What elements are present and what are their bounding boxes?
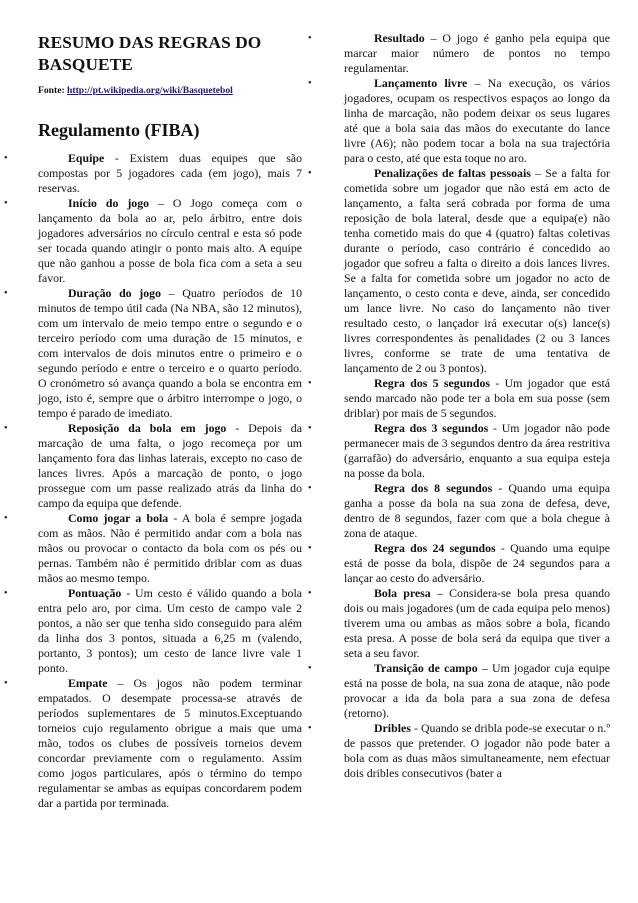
rule-text: – Considera-se bola presa quando dois ou mais jogadores (um de cada equipa pelo menos) tiverem uma ou ambas as mãos sobre a bola, ficando esta presa. A posse de bola será da equipa que tiver a seta a seu favor. bbox=[344, 586, 610, 660]
bullet-icon: • bbox=[308, 543, 312, 554]
rule-item bbox=[4, 151, 302, 196]
rule-term: Duração do jogo bbox=[68, 286, 161, 300]
source-line bbox=[38, 85, 233, 96]
source-label: Fonte: bbox=[38, 85, 65, 96]
bullet-icon: • bbox=[308, 423, 312, 434]
bullet-icon: • bbox=[308, 33, 312, 44]
bullet-icon: • bbox=[4, 588, 8, 599]
rule-term: Reposição da bola em jogo bbox=[68, 421, 227, 435]
rule-term: Regra dos 8 segundos bbox=[374, 481, 493, 495]
left-rules-list bbox=[4, 151, 302, 811]
rule-item bbox=[308, 166, 611, 376]
rule-text: - Quando uma equipe está de posse da bola, dispõe de 24 segundos para a lançar ao cesto do adversário. bbox=[344, 541, 610, 585]
bullet-icon: • bbox=[4, 423, 8, 434]
rule-term: Transição de campo bbox=[374, 661, 478, 675]
rule-term: Lançamento livre bbox=[374, 76, 468, 90]
rule-text: - Um jogador que está sendo marcado não pode ter a bola em sua posse (sem driblar) por mais de 5 segundos. bbox=[344, 376, 610, 420]
rule-term: Início do jogo bbox=[68, 196, 150, 210]
rule-text: – Na execução, os vários jogadores, ocupam os respectivos espaços ao longo da linha de marcação, não podem deixar os seus lugares até que a bola saia das mãos do executante do lance livre (A6); não podem tocar a bola na sua trajectória para o cesto, até que esta toque no aro. bbox=[344, 76, 610, 165]
rule-text: - Existem duas equipes que são compostas por 5 jogadores cada (em jogo), mais 7 reservas. bbox=[38, 151, 302, 195]
rule-item bbox=[308, 31, 610, 76]
rule-text: – O jogo é ganho pela equipa que marcar maior número de pontos no tempo regulamentar. bbox=[344, 31, 610, 75]
rule-term: Regra dos 24 segundos bbox=[374, 541, 496, 555]
bullet-icon: • bbox=[308, 78, 312, 89]
rule-item bbox=[4, 511, 302, 586]
bullet-icon: • bbox=[4, 288, 8, 299]
bullet-icon: • bbox=[4, 198, 8, 209]
rule-text: - A bola é sempre jogada com as mãos. Não é permitido andar com a bola nas mãos ou provocar o contacto da bola com os pés ou pernas. Também não é permitido driblar com as duas mãos ao mesmo tempo. bbox=[38, 511, 302, 585]
bullet-icon: • bbox=[4, 153, 8, 164]
rule-term: Como jogar a bola bbox=[68, 511, 169, 525]
rule-item bbox=[308, 661, 610, 721]
rule-term: Regra dos 3 segundos bbox=[374, 421, 489, 435]
right-rules-list bbox=[308, 31, 611, 781]
rule-term: Equipe bbox=[68, 151, 105, 165]
bullet-icon: • bbox=[308, 723, 312, 734]
rule-item bbox=[4, 286, 302, 421]
rule-text: – O Jogo começa com o lançamento da bola ao ar, pelo árbitro, entre dois jogadores adversários no círculo central e esta só pode ser tocada quando atingir o ponto mais alto. A equipe que não ganhou a posse de bola fica com a seta a seu favor. bbox=[38, 196, 302, 285]
rule-item bbox=[308, 721, 610, 781]
rule-term: Penalizações de faltas pessoais bbox=[374, 166, 531, 180]
rule-item bbox=[308, 421, 610, 481]
rule-text: - Um cesto é válido quando a bola entra pelo aro, por cima. Um cesto de campo vale 2 pontos, a não ser que tenha sido conseguido para além da linha dos 3 pontos, situada a 6,25 m (valendo, portanto, 3 pontos); um cesto de lance livre vale 1 ponto. bbox=[38, 586, 302, 675]
source-link[interactable]: http://pt.wikipedia.org/wiki/Basquetebol bbox=[67, 85, 233, 96]
rule-item bbox=[308, 376, 610, 421]
bullet-icon: • bbox=[4, 513, 8, 524]
bullet-icon: • bbox=[308, 168, 312, 179]
bullet-icon: • bbox=[308, 378, 312, 389]
rule-item bbox=[4, 196, 302, 286]
rule-text: – Se a falta for cometida sobre um jogador que não está em acto de lançamento, a falta será cobrada por forma de uma reposição de bola lateral, desde que a equipa(e) não tenha cometido mais do que 4 (quatro) faltas coletivas durante o período, caso contrário é concedido ao jogador que sofreu a falta o direito a dois lances livres. Se a falta for cometida sobre um jogador no acto de lançamento, o cesto conta e deve, ainda, ser concedido um lance livre. No caso do lançamento não tiver resultado cesto, o lançador irá executar o(s) lance(s) livres correspondentes às penalidades (2 ou 3 lances livres, conforme se trate de uma tentativa de lançamento de 2 ou 3 pontos). bbox=[344, 166, 611, 375]
rule-text: - Depois da marcação de uma falta, o jogo recomeça por um lançamento fora das linhas laterais, excepto no caso de lances livres. Após a marcação de ponto, o jogo prossegue com um passe realizado atrás da linha do campo da equipa que defende. bbox=[38, 421, 302, 510]
bullet-icon: • bbox=[308, 663, 312, 674]
bullet-icon: • bbox=[308, 588, 312, 599]
rule-item bbox=[308, 76, 610, 166]
rule-item bbox=[308, 541, 610, 586]
rule-text: - Quando se dribla pode-se executar o n.º de passos que pretender. O jogador não pode bater a bola com as duas mãos simultaneamente, nem efectuar dois dribles consecutivos (bater a bbox=[344, 721, 610, 780]
rule-text: – Um jogador cuja equipe está na posse de bola, na sua zona de ataque, não pode provocar a ida da bola para a sua zona de defesa (retorno). bbox=[344, 661, 610, 720]
bullet-icon: • bbox=[308, 483, 312, 494]
rule-item bbox=[4, 676, 302, 811]
rule-term: Bola presa bbox=[374, 586, 431, 600]
rule-text: - Quando uma equipa ganha a posse da bola na sua zona de defesa, deve, dentro de 8 segundos, fazer com que a bola chegue à zona de ataque. bbox=[344, 481, 611, 540]
section-heading: Regulamento (FIBA) bbox=[38, 120, 200, 140]
document-title: RESUMO DAS REGRAS DO BASQUETE bbox=[38, 33, 262, 74]
bullet-icon: • bbox=[4, 678, 8, 689]
rule-text: – Quatro períodos de 10 minutos de tempo útil cada (Na NBA, são 12 minutos), com um intervalo de meio tempo entre o segundo e o terceiro período com uma duração de 15 minutos, e com intervalos de dois minutos entre o primeiro e o segundo período e entre o terceiro e o quarto período. O cronómetro só avança quando a bola se encontra em jogo, isto é, sempre que o árbitro interrompe o jogo, o tempo é parado de imediato. bbox=[38, 286, 302, 420]
rule-item bbox=[308, 586, 610, 661]
rule-item bbox=[308, 481, 611, 541]
rule-term: Dribles bbox=[374, 721, 411, 735]
rule-item bbox=[4, 586, 302, 676]
rule-text: - Um jogador não pode permanecer mais de 3 segundos dentro da área restritiva (garrafão) do adversário, enquanto a sua equipa esteja na posse da bola. bbox=[344, 421, 610, 480]
rule-term: Resultado bbox=[374, 31, 425, 45]
rule-term: Empate bbox=[68, 676, 108, 690]
rule-term: Regra dos 5 segundos bbox=[374, 376, 490, 390]
rule-text: – Os jogos não podem terminar empatados. O desempate processa-se através de períodos suplementares de 5 minutos.Exceptuando torneios cujo regulamento obrigue a mais que uma mão, todos os clubes de possíveis torneios devem concordar previamente com o regulamento. Assim como jogos particulares, após o término do tempo regulamentar se ambas as equipas concordarem podem dar a partida por terminada. bbox=[38, 676, 302, 810]
rule-item bbox=[4, 421, 302, 511]
rule-term: Pontuação bbox=[68, 586, 122, 600]
